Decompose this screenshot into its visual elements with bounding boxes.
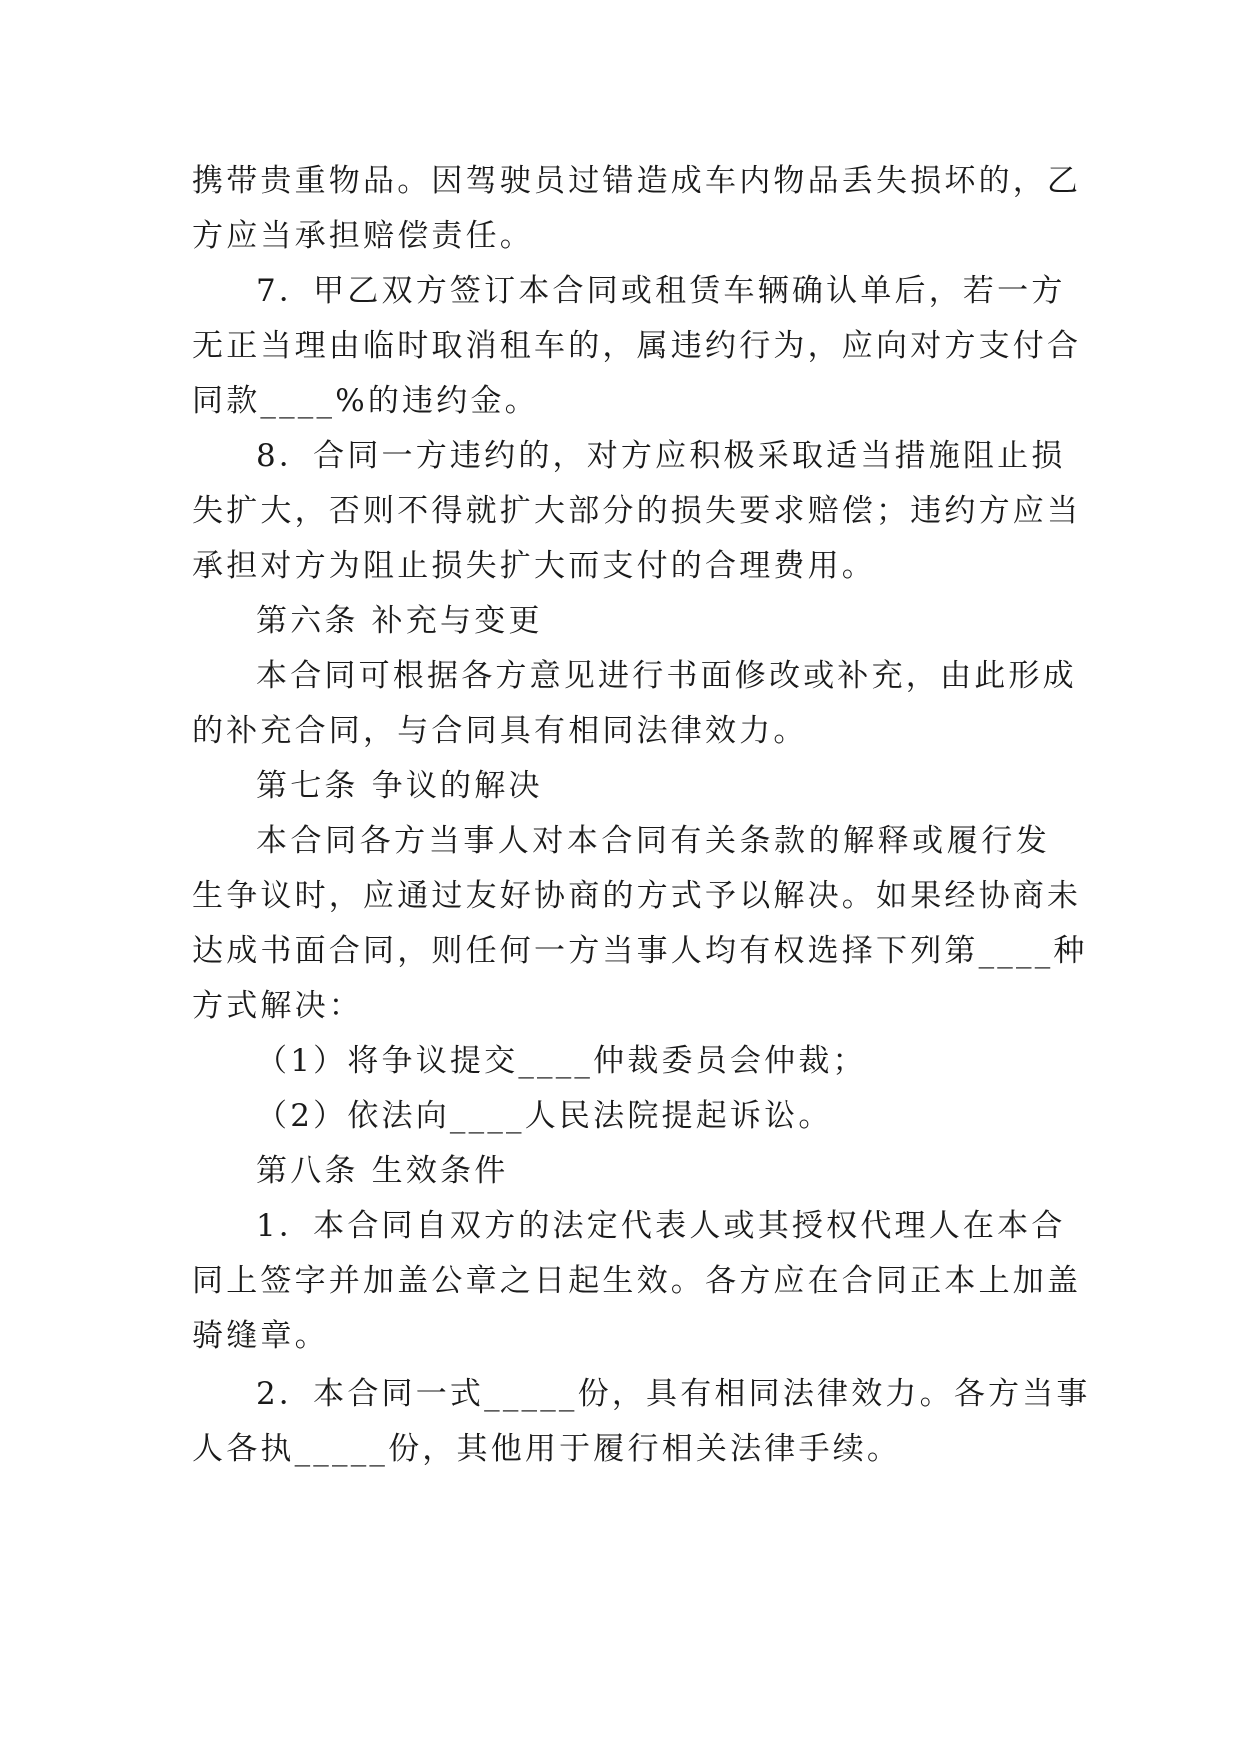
text-line: 生争议时，应通过友好协商的方式予以解决。如果经协商未: [192, 878, 1082, 914]
text-line: 方式解决：: [192, 988, 363, 1024]
text-line: 携带贵重物品。因驾驶员过错造成车内物品丢失损坏的，乙: [192, 163, 1082, 199]
option-1-line: （1）将争议提交____仲裁委员会仲裁；: [256, 1043, 867, 1079]
text-line: 同上签字并加盖公章之日起生效。各方应在合同正本上加盖: [192, 1263, 1082, 1299]
text-line: 承担对方为阻止损失扩大而支付的合理费用。: [192, 548, 876, 584]
section-heading-8: 第八条 生效条件: [256, 1153, 509, 1189]
text-line: 同款____%的违约金。: [192, 383, 539, 419]
text-line: 1．本合同自双方的法定代表人或其授权代理人在本合: [256, 1208, 1066, 1244]
section-heading-6: 第六条 补充与变更: [256, 603, 543, 639]
text-line: 本合同各方当事人对本合同有关条款的解释或履行发: [256, 823, 1050, 859]
clause-7-line: 7．甲乙双方签订本合同或租赁车辆确认单后，若一方: [256, 273, 1066, 309]
section-heading-7: 第七条 争议的解决: [256, 768, 543, 804]
text-line: 方应当承担赔偿责任。: [192, 218, 534, 254]
text-line: 骑缝章。: [192, 1318, 329, 1354]
text-line: 的补充合同，与合同具有相同法律效力。: [192, 713, 808, 749]
clause-8-line: 8．合同一方违约的，对方应积极采取适当措施阻止损: [256, 438, 1066, 474]
option-2-line: （2）依法向____人民法院提起诉讼。: [256, 1098, 833, 1134]
text-line: 失扩大，否则不得就扩大部分的损失要求赔偿；违约方应当: [192, 493, 1082, 529]
text-line: 达成书面合同，则任何一方当事人均有权选择下列第____种: [192, 933, 1088, 969]
text-line: 无正当理由临时取消租车的，属违约行为，应向对方支付合: [192, 328, 1082, 364]
text-line: 人各执_____份，其他用于履行相关法律手续。: [192, 1431, 902, 1467]
text-line: 2．本合同一式_____份，具有相同法律效力。各方当事: [256, 1376, 1091, 1412]
text-line: 本合同可根据各方意见进行书面修改或补充，由此形成: [256, 658, 1077, 694]
